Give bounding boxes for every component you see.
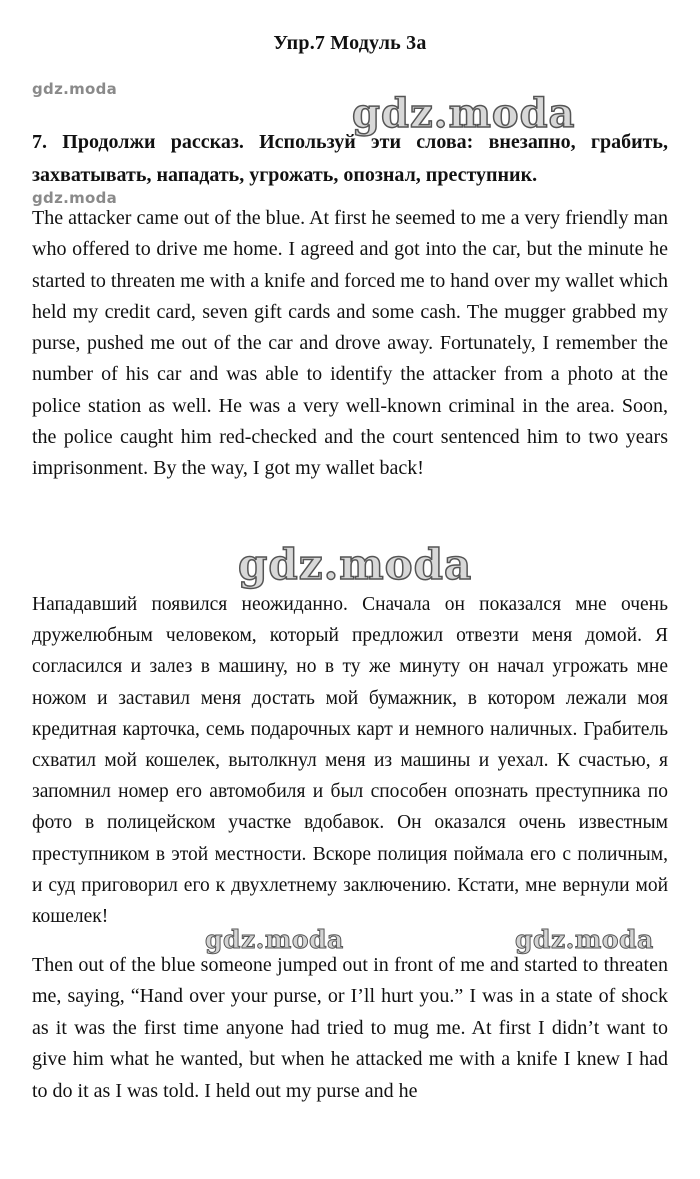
watermark-small-mid: gdz.moda <box>32 189 118 207</box>
watermark-bottom-left: gdz.moda <box>205 925 344 954</box>
russian-paragraph: Нападавший появился неожиданно. Сначала он показался мне очень дружелюбным человеком, который предложил отвезти меня домой. Я согласился и залез в машину, но в ту же минуту он начал угрожать мне ножом и заставил меня достать мой бумажник, в котором лежали моя кредитная карточка, семь подарочных карт и немного наличных. Грабитель схватил мой кошелек, вытолкнул меня из машины и уехал. К счастью, я запомнил номер его автомобиля и был способен опознать преступника по фото в полицейском участке вдобавок. Он оказался очень известным преступником в этой местности. Вскоре полиция поймала его с поличным, и суд приговорил его к двухлетнему заключению. Кстати, мне вернули мой кошелек! <box>32 594 668 928</box>
english-paragraph-1: The attacker came out of the blue. At first he seemed to me a very friendly man who offered to drive me home. I agreed and got into the car, but the minute he started to threaten me with a knife and forced me to hand over my wallet which held my credit card, seven gift cards and some cash. The mugger grabbed my purse, pushed me out of the car and drove away. Fortunately, I remember the number of his car and was able to identify the attacker from a photo at the police station as well. He was a very well-known criminal in the area. Soon, the police caught him red-checked and the court sentenced him to two years imprisonment. By the way, I got my wallet back! <box>32 207 668 480</box>
watermark-bottom-right: gdz.moda <box>515 925 654 954</box>
page-title: Упр.7 Модуль 3а <box>273 32 427 54</box>
watermark-large-center: gdz.moda <box>238 540 473 589</box>
english-paragraph-2: Then out of the blue someone jumped out in front of me and started to threaten me, saying, “Hand over your purse, or I’ll hurt you.” I was in a state of shock as it was the first time anyone had tried to mug me. At first I didn’t want to give him what he wanted, but when he attacked me with a knife I knew I had to do it as I was told. I held out my purse and he <box>32 954 668 1102</box>
watermark-large-top: gdz.moda <box>352 90 576 137</box>
watermark-small-top: gdz.moda <box>32 80 118 98</box>
task-instruction: 7. Продолжи рассказ. Используй эти слова: внезапно, грабить, захватывать, нападать, угрожать, опознал, преступник. <box>32 131 668 186</box>
